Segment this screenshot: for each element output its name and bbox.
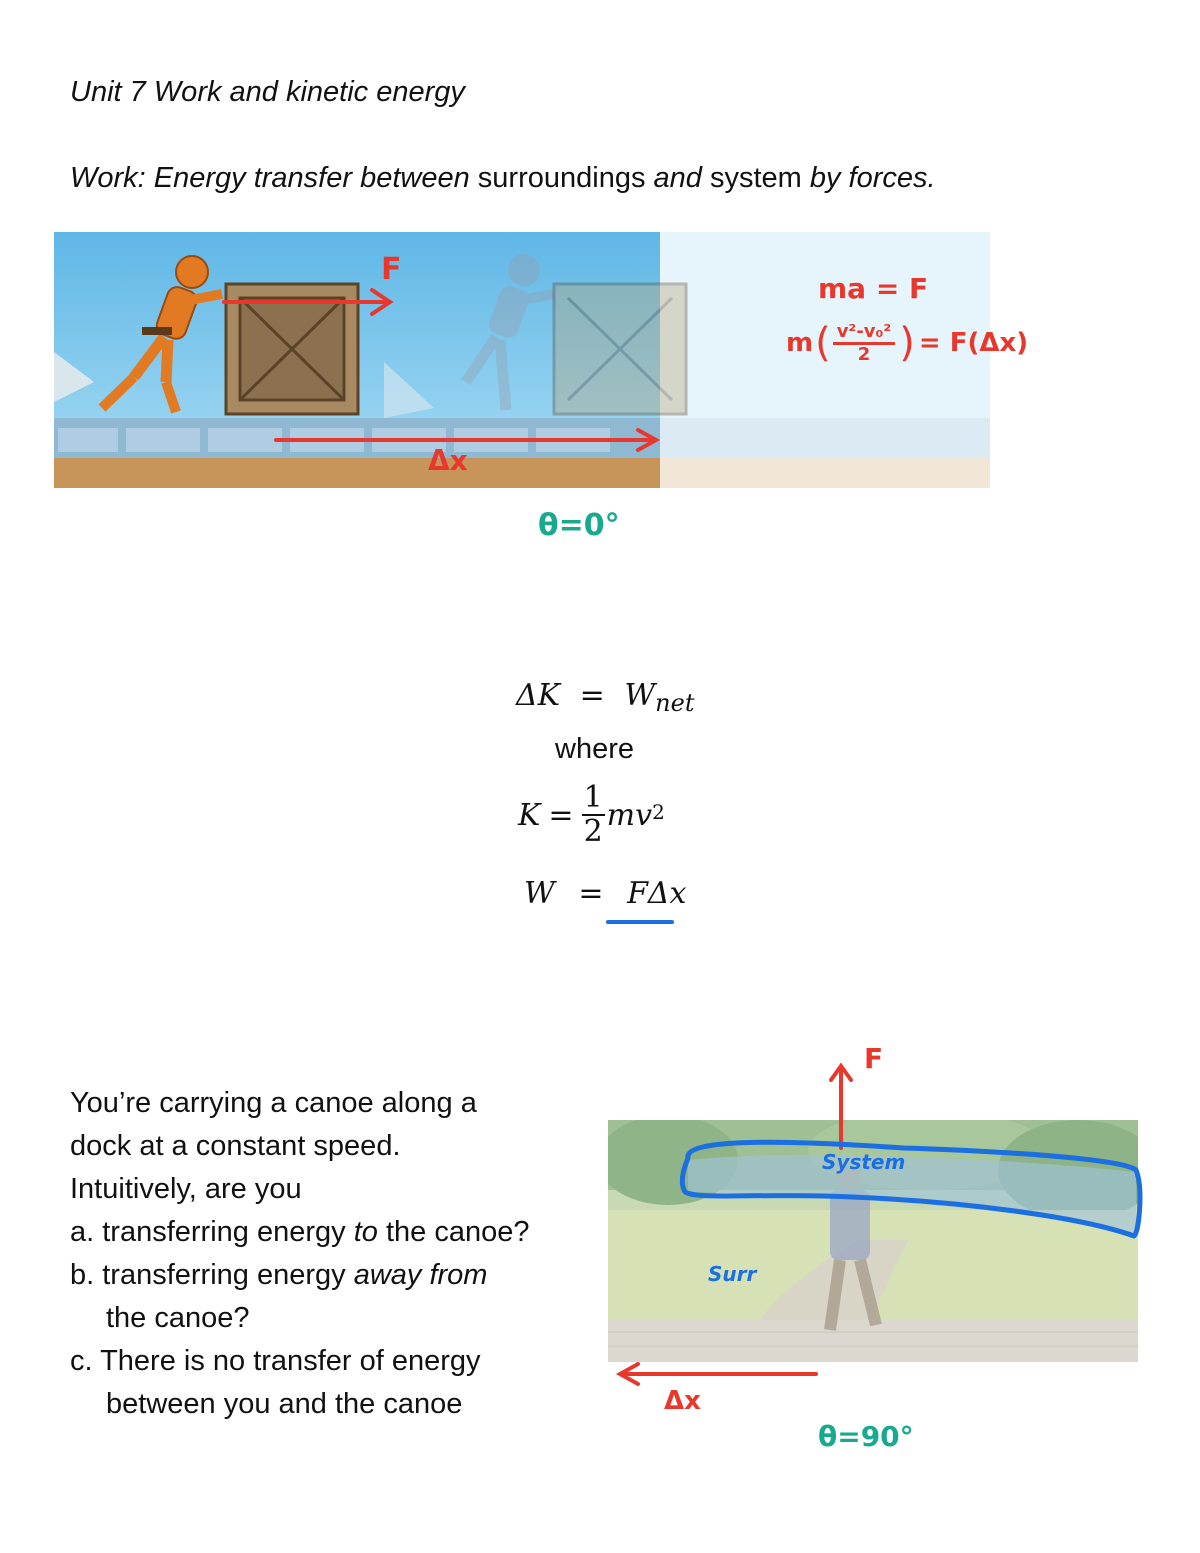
page-title: Unit 7 Work and kinetic energy [70,76,465,108]
angle-label-ninety: θ=90° [818,1420,914,1453]
surroundings-label: Surr [708,1262,757,1286]
system-label: System [822,1150,906,1174]
eq3-rhs: FΔx [627,876,687,911]
newton-annotation: ma = F [818,272,929,305]
displacement-label: Δx [428,444,468,477]
eq2-fraction [582,782,605,848]
eq2-numerator: 1 [583,780,603,815]
eq3-lhs: W [524,876,555,911]
force-label: F [381,252,402,287]
annotation-mass: m [786,328,814,358]
annotation-numerator: v²-v₀² [833,322,896,345]
canoe-displacement-arrow [612,1356,832,1396]
definition-system: system [709,162,802,194]
eq2-lhs: K [518,797,541,833]
eq1-lhs: ΔK [516,678,561,713]
eq1-equals: = [579,678,605,713]
question-line-2: dock at a constant speed. [70,1130,401,1162]
equation-work-energy [516,678,694,717]
option-c-continued: between you and the canoe [106,1388,463,1420]
equation-kinetic-energy [518,782,665,848]
definition-by-forces: by forces. [809,162,936,194]
annotation-fraction [833,322,896,365]
canoe-displacement-label: Δx [664,1386,701,1416]
annotation-denominator: 2 [857,343,871,365]
eq1-w: W [624,678,656,713]
option-b-continued: the canoe? [106,1302,250,1334]
eq2-superscript: 2 [652,800,665,824]
definition-surroundings: surroundings [477,162,646,194]
option-a: a. transferring energy to the canoe? [70,1216,530,1248]
work-energy-annotation: m ( $\frac{\text{v²-v₀²}}{2}$ ) = F(Δx) [786,320,1029,366]
eq3-underline [606,920,674,924]
eq2-mv: mv [606,797,653,833]
equation-work [524,876,686,911]
eq2-denominator: 2 [583,814,603,849]
work-definition [70,162,936,195]
system-outline [682,1142,1140,1236]
option-c: c. There is no transfer of energy [70,1345,481,1377]
definition-lead: Work: Energy transfer between [70,162,470,194]
eq3-equals: = [578,876,604,911]
question-line-3: Intuitively, are you [70,1173,302,1205]
eq2-equals: = [548,797,574,833]
canoe-force-label: F [864,1042,884,1075]
where-text: where [555,733,634,765]
option-b: b. transferring energy away from [70,1259,488,1291]
eq1-subscript: net [655,689,695,717]
definition-and: and [653,162,702,194]
canoe-question [70,1082,610,1426]
angle-label-zero: θ=0° [538,508,620,543]
canoe-force-arrow [831,1066,851,1148]
question-line-1: You’re carrying a canoe along a [70,1087,477,1119]
annotation-rhs: = F(Δx) [918,328,1029,358]
